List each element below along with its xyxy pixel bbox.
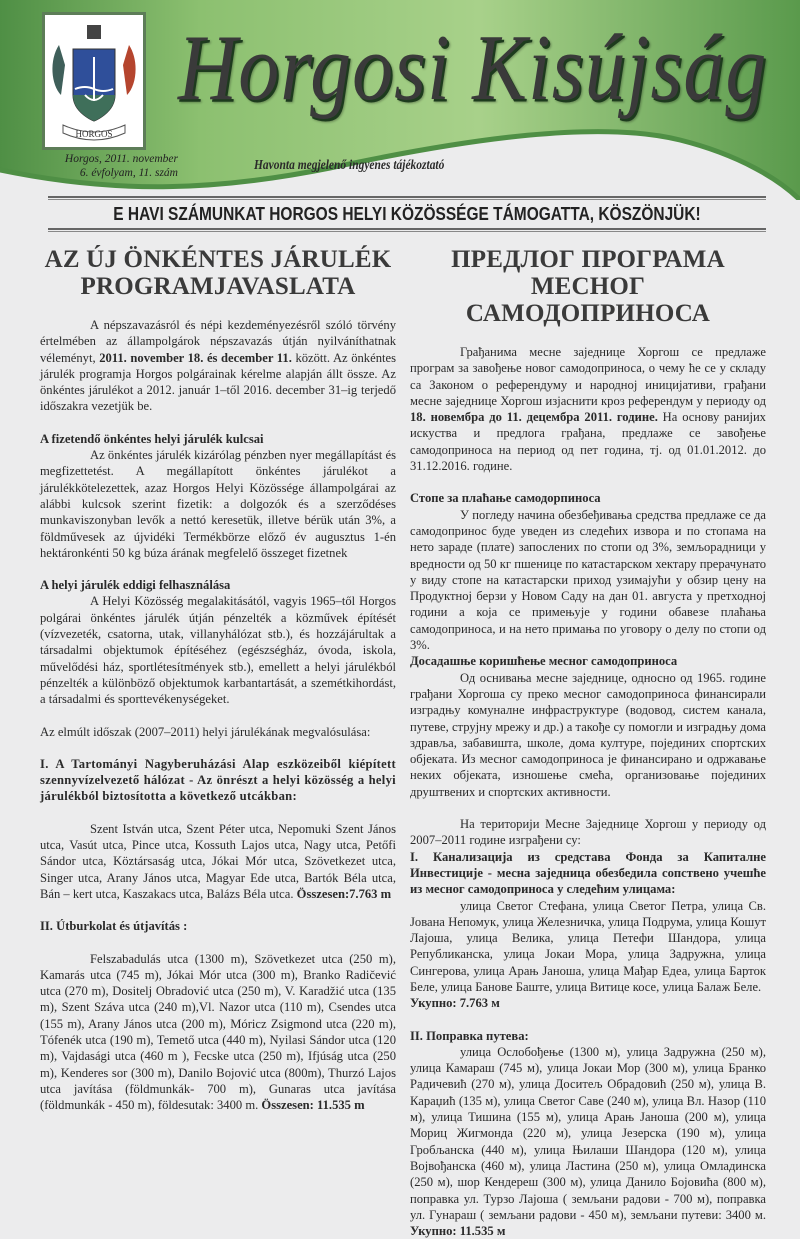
article-hungarian bbox=[40, 246, 396, 1113]
article-title: ПРЕДЛОГ ПРОГРАМА МЕСНОГ САМОДОПРИНОСА bbox=[451, 246, 725, 327]
section-heading: Досадашње коришћење месног самодоприноса bbox=[410, 654, 678, 669]
section-heading: II. Útburkolat és útjavítás : bbox=[40, 919, 188, 934]
intro-paragraph: A népszavazásról és népi kezdeményezésről szóló törvény értelmében az állampolgárok népszavazás útján nyilváníthatnak véleményt, 2011. november 18. és december 11. között. Az önkéntes járulék programja Horgos polgárainak kérelme alapján állt össze. Az önkéntes járulékot a 2012. január 1–től 2016. december 31–ig terjedő időszakra vezetjük be. bbox=[40, 318, 396, 414]
section-heading: A fizetendő önkéntes helyi járulék kulcsai bbox=[40, 431, 264, 446]
street-list: улица Ослобођење (1300 м), улица Задружна (250 м), улица Камараш (745 м), улица Јокаи Мор (300 м), улица Бранко Радичевић (270 м), улица Доситељ Обрадовић (250 м), улица В. Караџић (135 м), улица Светог Саве (240 м), улица Вл. Назор (110 м), улица Тишина (155 м), улица Арањ Јаноша (200 м), улица Мориц Жигмонда (220 м), улица Језерска (190 м), улица Гробљанска (440 м), улица Њилаши Шандора (120 м), улица Војвођанска (460 м), улица Ластина (250 м), улица Омладинска (250 м), шор Кендереш (300 м), улица Данило Бојовића (800 м), поправка ул. Турзо Лајоша ( земљани радови - 700 м), поправка ул. Гунараш ( земљани радови - 450 м), земљани путеви: 3400 м. Укупно: 11.535 м bbox=[410, 1044, 766, 1239]
total: Összesen:7.763 m bbox=[296, 886, 392, 901]
dateline bbox=[52, 152, 178, 180]
paragraph: У погледу начина обезбеђивања средства предлаже се да самодопринос буде уведен из следећих извора и по стопама на нето зараде (плате) запослених по стопи од 3%, земљорадници у вредности од 50 кг пшенице по катастарском хектару прерачунато у виду стопе на катастарски приход узимајући у обзир цену на Продуктној берзи у Новом Саду на дан 01. августа у претходној години а која се примењује у години обавезе плаћања самодоприноса, и на нето примања по уговору о делу по стопи од 3%. bbox=[410, 507, 766, 653]
issue-number: 6. évfolyam, 11. szám bbox=[79, 167, 178, 179]
article-title: AZ ÚJ ÖNKÉNTES JÁRULÉK PROGRAMJAVASLATA bbox=[44, 246, 392, 300]
street-list: Felszabadulás utca (1300 m), Szövetkezet utca (250 m), Kamarás utca (745 m), Jókai Mór utca (300 m), Branko Radičević utca (270 m), Dositelj Obradović utca (250 m), V. Karadžić utca (135 m), Szent Száva utca (240 m),Vl. Nazor utca (110 m), Csendes utca (155 m), Arany János utca (200 m), Móricz Zsigmond utca (220 m), Tófenék utca (190 m), Temető utca (440 m), Nyilasi Sándor utca (120 m), Vajdasági utca (460 m ), Fecske utca (250 m), Ifjúság utca (250 m), Kenderes sor (300 m), Danilo Bojović utca (800m), Thurzó Lajos utca javítása (földmunkák- 700 m), Gunaras utca javítása (földmunkák - 450 m), földesutak: 3400 m. Összesen: 11.535 m bbox=[40, 951, 396, 1113]
paragraph: Од оснивања месне заједнице, односно од 1965. године грађани Хоргоша су преко месног самодоприноса финансирали изградњу комуналне инфраструктуре (водовод, систем канала, путеве, струјну мрежу и др.) а такође су помогли и изградњу дома здравља, забавишта, школе, дома културе, појединих спортских објеката. Из месног самодоприноса је финансирано и одржавање неких објеката, изношење смећа, организовање појединих друштвених и спортских активности. bbox=[410, 670, 766, 799]
total: Укупно: 11.535 м bbox=[410, 1224, 506, 1239]
article-serbian bbox=[410, 246, 766, 1239]
paragraph: На територији Месне Заједнице Хоргош у периоду од 2007–2011 године изграђени су: bbox=[410, 817, 766, 848]
coat-of-arms-logo bbox=[42, 12, 146, 150]
total: Összesen: 11.535 m bbox=[261, 1098, 365, 1113]
paragraph: A Helyi Közösség megalakitásától, vagyis 1965–től Horgos polgárai önkéntes járulék útján pénzelték a közművek építését (vízvezeték, csatorna, utak, villanyhálózat stb.), és hozzájárultak a társadalmi objektumok építéséhez (egészségház, óvoda, iskola, művelődési ház, sportlétesítmények stb.), emellett a helyi járulékból pénzelték a különböző objektumok karbantartását, a szemétkihordást, a társadalmi és sporttevékenységeket. bbox=[40, 594, 396, 707]
svg-text:HORGOS: HORGOS bbox=[75, 129, 113, 139]
masthead bbox=[0, 0, 800, 200]
newspaper-subtitle: Havonta megjelenő ingyenes tájékoztató bbox=[254, 158, 445, 173]
divider-top bbox=[48, 196, 766, 200]
sponsor-banner: E HAVI SZÁMUNKAT HORGOS HELYI KÖZÖSSÉGE TÁMOGATTA, KÖSZÖNJÜK! bbox=[113, 204, 701, 224]
newspaper-title: Horgosi Kisújság bbox=[178, 15, 768, 120]
street-list: Szent István utca, Szent Péter utca, Nepomuki Szent János utca, Vasút utca, Pince utca, Kossuth Lajos utca, Nagy utca, Petőfi Sándor utca, Köztársaság utca, Jókai Mór utca, Szövetkezet utca, Singer utca, Arany János utca, Magyar Ede utca, Bartók Béla utca, Bán – kert utca, Kaszakacs utca, Balázs Béla utca. Összesen:7.763 m bbox=[40, 821, 396, 901]
total: Укупно: 7.763 м bbox=[410, 996, 500, 1011]
issue-date: Horgos, 2011. november bbox=[64, 153, 178, 165]
section-heading: I. A Tartományi Nagyberuházási Alap eszközeiből kiépített szennyvízelvezető hálózat - Az önrészt a helyi közösség a helyi járulékból biztosította a következő utcákban: bbox=[40, 756, 396, 804]
paragraph: Az elmúlt időszak (2007–2011) helyi járulékának megvalósulása: bbox=[40, 724, 371, 739]
street-list: улица Светог Стефана, улица Светог Петра, улица Св. Јована Непомук, улица Железничка, улица Подрума, улица Кошут Лајоша, улица Велика, улица Петефи Шандора, улица Републиканска, улица Јокаи Мора, улица Задружна, улица Сингерова, улица Арањ Јаноша, улица Мађар Едеа, улица Барток Беле, улица Банове Баште, улица Витице косе, улица Балаж Беле. bbox=[410, 898, 766, 994]
divider-bottom bbox=[48, 228, 766, 232]
section-heading: I. Канализација из средстава Фонда за Капиталне Инвестиције - месна заједница обезбедила сопствено учешће из месног самодоприноса у следећим улицама: bbox=[410, 849, 766, 897]
intro-paragraph: Грађанима месне заједнице Хоргош се предлаже програм за завођење новог самодоприноса, о чему ће се у складу са Законом о референдуму и народној иницијативи, грађани месне заједнице Хоргош изјаснити кроз референдум у периоду од 18. новембра до 11. децембра 2011. године. На основу ранијих искуства и предлога грађана, предлаже се завођење самодоприноса на период од пет година, тј. од 01.01.2012. до 31.12.2016. године. bbox=[410, 345, 766, 474]
section-heading: Стопе за плаћање самодорпиноса bbox=[410, 491, 601, 506]
section-heading: A helyi járulék eddigi felhasználása bbox=[40, 578, 231, 593]
section-heading: II. Поправка путева: bbox=[410, 1028, 529, 1043]
paragraph: Az önkéntes járulék kizárólag pénzben nyer megállapítást és megfizettetést. A megállapított önkéntes járulékot a járulékkötelezettek, azaz Horgos Helyi Közössége állampolgárai az alábbi kulcsok szerint fizetik: a dolgozók és a szerződéses munkaviszonyban levők a nettó keresetük, illetve bérük után 3%, a földművesek az újvidéki Termékbörze előző év augusztus 1-én hektáronkénti 50 kg búza árának megfelelő összeget fizetnek bbox=[40, 448, 396, 560]
